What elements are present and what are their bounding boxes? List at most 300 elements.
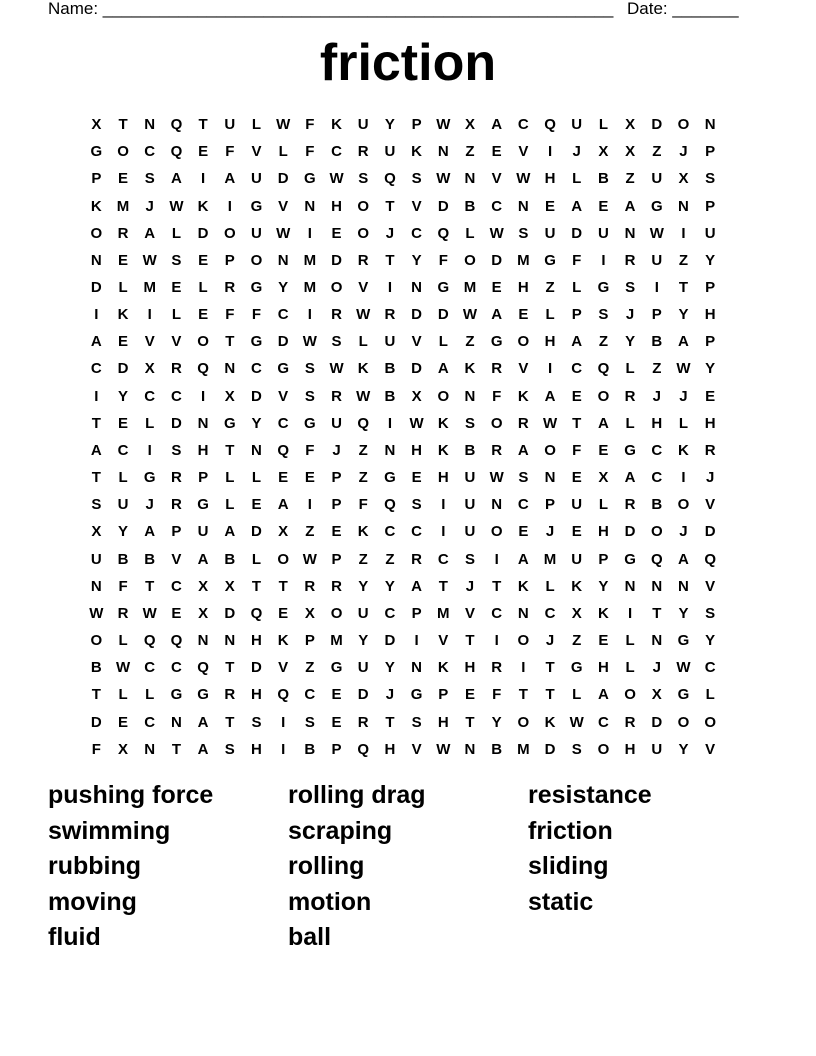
grid-letter: D — [357, 686, 369, 704]
grid-letter: I — [521, 659, 526, 677]
grid-letter: E — [545, 197, 556, 215]
grid-letter: T — [145, 577, 155, 595]
grid-letter: L — [251, 469, 262, 487]
grid-letter: K — [678, 441, 689, 459]
grid-letter: C — [277, 414, 289, 432]
grid-letter: C — [517, 116, 529, 134]
grid-letter: T — [518, 686, 528, 704]
grid-letter: O — [330, 279, 343, 297]
grid-letter: R — [170, 469, 182, 487]
grid-letter: X — [278, 523, 289, 541]
grid-letter: W — [142, 604, 157, 622]
grid-row — [83, 736, 733, 763]
grid-letter: O — [90, 632, 103, 650]
grid-letter: G — [624, 550, 636, 568]
grid-letter: W — [489, 224, 504, 242]
grid-letter: S — [518, 224, 529, 242]
grid-letter: B — [384, 360, 396, 378]
grid-letter: W — [676, 659, 691, 677]
grid-letter: T — [385, 197, 395, 215]
grid-letter: A — [624, 469, 636, 487]
grid-letter: H — [704, 306, 716, 324]
grid-letter: H — [411, 441, 423, 459]
word-column — [528, 778, 768, 920]
grid-letter: J — [652, 659, 661, 677]
grid-letter: U — [464, 523, 476, 541]
grid-letter: L — [545, 306, 555, 324]
grid-letter: A — [170, 170, 182, 188]
grid-letter: Z — [385, 550, 395, 568]
word-column — [48, 778, 288, 956]
grid-letter: I — [387, 279, 392, 297]
grid-letter: X — [625, 143, 636, 161]
grid-letter: T — [91, 414, 101, 432]
grid-letter: U — [197, 523, 209, 541]
grid-letter: F — [305, 441, 315, 459]
grid-letter: H — [197, 441, 209, 459]
grid-letter: R — [357, 143, 369, 161]
grid-row — [83, 573, 733, 600]
grid-letter: O — [277, 550, 289, 568]
grid-letter: S — [304, 387, 315, 405]
grid-letter: N — [517, 197, 529, 215]
grid-letter: B — [90, 659, 102, 677]
grid-letter: M — [303, 251, 317, 269]
grid-letter: M — [143, 279, 156, 297]
grid-letter: D — [251, 523, 262, 541]
grid-letter: E — [598, 632, 609, 650]
grid-letter: T — [225, 659, 235, 677]
grid-letter: M — [463, 279, 477, 297]
grid-letter: R — [704, 441, 716, 459]
grid-letter: W — [169, 197, 184, 215]
grid-letter: H — [437, 713, 449, 731]
grid-letter: I — [547, 360, 553, 378]
word-list-item: pushing force — [48, 781, 214, 809]
grid-letter: J — [145, 197, 154, 215]
grid-letter: E — [171, 279, 182, 297]
grid-letter: Q — [197, 360, 209, 378]
grid-letter: T — [545, 659, 555, 677]
grid-letter: G — [170, 686, 183, 704]
grid-letter: M — [517, 251, 530, 269]
grid-letter: D — [224, 604, 236, 622]
word-list-item: resistance — [528, 781, 652, 809]
grid-letter: P — [598, 550, 609, 568]
grid-letter: N — [224, 632, 236, 650]
grid-letter: L — [358, 333, 368, 351]
grid-letter: U — [357, 116, 369, 134]
grid-letter: R — [624, 496, 636, 514]
grid-letter: M — [116, 197, 130, 215]
grid-letter: S — [331, 333, 342, 351]
grid-letter: S — [464, 414, 475, 432]
grid-letter: J — [572, 143, 581, 161]
grid-letter: E — [118, 170, 129, 188]
grid-letter: T — [251, 577, 262, 595]
word-list-item: scraping — [288, 816, 393, 845]
grid-letter: B — [491, 740, 503, 758]
grid-letter: O — [650, 523, 663, 541]
grid-letter: Z — [305, 659, 315, 677]
grid-letter: W — [436, 740, 451, 758]
grid-letter: J — [332, 441, 341, 459]
grid-letter: L — [145, 414, 155, 432]
grid-letter: L — [278, 143, 288, 161]
grid-letter: J — [545, 632, 555, 650]
grid-letter: A — [517, 550, 529, 568]
grid-letter: G — [624, 441, 636, 459]
grid-letter: C — [571, 360, 583, 378]
grid-letter: E — [331, 224, 342, 242]
grid-letter: N — [651, 577, 663, 595]
grid-row — [83, 654, 733, 681]
grid-letter: S — [411, 713, 422, 731]
grid-letter: Y — [118, 523, 129, 541]
grid-letter: T — [385, 713, 395, 731]
word-list-item: rolling drag — [288, 781, 426, 809]
grid-letter: Q — [437, 224, 450, 242]
grid-letter: V — [411, 333, 422, 351]
grid-letter: A — [197, 713, 209, 731]
grid-letter: F — [225, 306, 235, 324]
grid-row — [83, 328, 733, 355]
grid-letter: E — [331, 686, 342, 704]
grid-letter: E — [571, 523, 582, 541]
grid-letter: T — [572, 414, 582, 432]
grid-letter: R — [117, 604, 129, 622]
word-list-item: motion — [288, 887, 372, 916]
grid-letter: A — [277, 496, 289, 514]
grid-letter: E — [198, 306, 209, 324]
grid-letter: B — [384, 387, 396, 405]
grid-letter: S — [705, 604, 716, 622]
grid-letter: R — [224, 279, 236, 297]
grid-letter: U — [357, 604, 369, 622]
grid-letter: J — [679, 387, 688, 405]
grid-letter: A — [197, 740, 209, 758]
grid-letter: O — [517, 632, 530, 650]
grid-letter: I — [147, 306, 152, 324]
word-list-item: friction — [528, 816, 613, 845]
grid-letter: A — [678, 333, 689, 351]
grid-letter: K — [437, 659, 449, 677]
grid-letter: K — [357, 523, 369, 541]
grid-letter: D — [117, 360, 129, 378]
grid-letter: Q — [384, 170, 396, 188]
grid-letter: L — [118, 469, 128, 487]
grid-letter: A — [411, 577, 423, 595]
grid-letter: U — [464, 496, 476, 514]
grid-letter: J — [385, 224, 395, 242]
grid-letter: X — [91, 116, 102, 134]
grid-letter: L — [625, 632, 635, 650]
grid-letter: C — [304, 686, 316, 704]
grid-letter: G — [570, 659, 583, 677]
grid-letter: P — [198, 469, 209, 487]
grid-letter: E — [571, 387, 582, 405]
grid-letter: T — [465, 632, 475, 650]
grid-letter: F — [225, 143, 235, 161]
grid-letter: U — [384, 143, 396, 161]
grid-letter: X — [91, 523, 102, 541]
grid-letter: U — [224, 116, 236, 134]
grid-letter: A — [624, 197, 636, 215]
grid-row — [83, 301, 733, 328]
grid-letter: N — [411, 659, 423, 677]
grid-letter: F — [438, 251, 448, 269]
grid-letter: Z — [598, 333, 608, 351]
grid-letter: E — [331, 713, 342, 731]
grid-letter: S — [411, 170, 422, 188]
grid-letter: H — [251, 632, 262, 650]
grid-letter: I — [494, 550, 499, 568]
grid-letter: F — [358, 496, 368, 514]
grid-letter: O — [197, 333, 209, 351]
grid-letter: E — [571, 469, 582, 487]
grid-letter: Y — [625, 333, 636, 351]
grid-letter: H — [624, 740, 636, 758]
grid-letter: U — [251, 224, 262, 242]
grid-letter: P — [545, 496, 556, 514]
grid-letter: B — [117, 550, 129, 568]
grid-letter: T — [465, 713, 475, 731]
grid-letter: K — [517, 577, 529, 595]
grid-letter: I — [94, 306, 99, 324]
grid-letter: Q — [170, 632, 183, 650]
grid-letter: D — [251, 659, 262, 677]
grid-letter: T — [225, 441, 235, 459]
grid-letter: N — [384, 441, 396, 459]
grid-letter: X — [411, 387, 422, 405]
grid-letter: Z — [465, 143, 475, 161]
grid-letter: P — [571, 306, 582, 324]
grid-letter: K — [437, 414, 449, 432]
grid-letter: I — [281, 740, 286, 758]
grid-letter: E — [118, 713, 129, 731]
grid-letter: G — [650, 197, 663, 215]
grid-letter: O — [357, 224, 370, 242]
grid-letter: R — [331, 577, 342, 595]
grid-letter: Z — [465, 333, 475, 351]
grid-letter: P — [224, 251, 235, 269]
grid-letter: X — [625, 116, 636, 134]
grid-letter: G — [410, 686, 423, 704]
grid-letter: X — [144, 360, 155, 378]
grid-letter: P — [331, 469, 342, 487]
grid-letter: C — [597, 713, 609, 731]
grid-letter: V — [144, 333, 155, 351]
grid-letter: P — [331, 496, 342, 514]
grid-letter: D — [90, 713, 102, 731]
grid-letter: T — [91, 686, 101, 704]
grid-letter: F — [305, 143, 315, 161]
grid-letter: Z — [678, 251, 689, 269]
grid-letter: Q — [597, 360, 610, 378]
grid-letter: F — [305, 116, 315, 134]
grid-letter: I — [201, 387, 206, 405]
grid-letter: K — [197, 197, 209, 215]
grid-letter: I — [628, 604, 633, 622]
grid-letter: P — [705, 143, 716, 161]
grid-letter: H — [597, 523, 609, 541]
grid-letter: T — [385, 251, 395, 269]
grid-letter: D — [411, 360, 423, 378]
grid-letter: J — [705, 469, 715, 487]
grid-letter: K — [331, 116, 342, 134]
grid-letter: K — [357, 360, 369, 378]
grid-letter: P — [705, 197, 716, 215]
grid-letter: K — [411, 143, 423, 161]
grid-letter: L — [625, 659, 635, 677]
grid-letter: G — [197, 496, 209, 514]
grid-letter: K — [277, 632, 289, 650]
grid-letter: J — [679, 523, 688, 541]
grid-letter: J — [145, 496, 154, 514]
grid-letter: C — [90, 360, 102, 378]
grid-letter: D — [197, 224, 209, 242]
grid-letter: G — [277, 360, 289, 378]
grid-letter: E — [278, 604, 289, 622]
grid-letter: X — [304, 604, 315, 622]
grid-letter: L — [625, 414, 635, 432]
grid-letter: N — [517, 604, 529, 622]
grid-letter: R — [170, 360, 182, 378]
grid-letter: O — [624, 686, 636, 704]
grid-letter: T — [118, 116, 128, 134]
grid-letter: Y — [598, 577, 609, 595]
grid-letter: I — [441, 523, 446, 541]
grid-letter: C — [437, 550, 449, 568]
grid-letter: A — [571, 333, 583, 351]
grid-letter: S — [518, 469, 529, 487]
grid-letter: W — [569, 713, 584, 731]
grid-letter: G — [384, 469, 396, 487]
grid-letter: A — [544, 387, 556, 405]
grid-letter: R — [304, 577, 316, 595]
grid-letter: R — [224, 686, 236, 704]
grid-letter: V — [705, 496, 716, 514]
grid-letter: M — [517, 740, 530, 758]
grid-letter: E — [518, 306, 529, 324]
grid-letter: L — [545, 577, 555, 595]
grid-letter: I — [94, 387, 99, 405]
grid-letter: R — [331, 387, 342, 405]
grid-letter: D — [277, 333, 289, 351]
grid-letter: G — [677, 632, 690, 650]
grid-letter: O — [330, 604, 343, 622]
grid-letter: Y — [358, 577, 369, 595]
grid-letter: R — [491, 659, 503, 677]
grid-letter: W — [516, 170, 531, 188]
grid-letter: G — [90, 143, 103, 161]
grid-letter: L — [118, 632, 128, 650]
grid-letter: Y — [491, 713, 502, 731]
grid-letter: E — [278, 469, 289, 487]
grid-letter: Q — [650, 550, 663, 568]
grid-letter: O — [490, 414, 503, 432]
grid-letter: I — [387, 414, 392, 432]
grid-letter: F — [91, 740, 101, 758]
grid-letter: I — [547, 143, 553, 161]
grid-letter: U — [544, 224, 556, 242]
grid-letter: V — [411, 197, 422, 215]
grid-letter: E — [171, 604, 182, 622]
grid-letter: A — [597, 414, 609, 432]
grid-letter: S — [625, 279, 636, 297]
grid-letter: I — [147, 441, 152, 459]
grid-row — [83, 491, 733, 518]
grid-letter: A — [224, 523, 236, 541]
grid-letter: Z — [652, 360, 662, 378]
grid-letter: U — [571, 550, 583, 568]
grid-letter: R — [624, 251, 636, 269]
grid-letter: V — [438, 632, 449, 650]
grid-letter: S — [171, 251, 182, 269]
grid-letter: X — [571, 604, 582, 622]
grid-letter: C — [544, 604, 556, 622]
grid-letter: E — [464, 686, 475, 704]
grid-letter: A — [678, 550, 689, 568]
grid-letter: N — [144, 116, 156, 134]
grid-letter: N — [624, 577, 636, 595]
grid-letter: J — [625, 306, 635, 324]
grid-letter: E — [251, 496, 262, 514]
grid-letter: W — [436, 170, 451, 188]
grid-row — [83, 518, 733, 545]
grid-row — [83, 192, 733, 219]
grid-letter: X — [198, 604, 209, 622]
grid-letter: U — [571, 116, 583, 134]
grid-letter: S — [91, 496, 102, 514]
grid-letter: H — [464, 659, 476, 677]
grid-letter: P — [331, 550, 342, 568]
grid-letter: Y — [678, 740, 689, 758]
grid-letter: G — [223, 414, 236, 432]
grid-letter: D — [437, 197, 449, 215]
grid-letter: N — [678, 197, 689, 215]
grid-letter: Q — [197, 659, 209, 677]
grid-letter: N — [197, 632, 209, 650]
grid-letter: V — [171, 333, 182, 351]
grid-letter: X — [598, 469, 609, 487]
grid-letter: D — [624, 523, 636, 541]
grid-letter: F — [492, 387, 502, 405]
grid-letter: Y — [251, 414, 262, 432]
grid-letter: Z — [358, 469, 368, 487]
grid-letter: I — [227, 197, 232, 215]
grid-letter: S — [304, 360, 315, 378]
grid-letter: U — [357, 659, 369, 677]
grid-letter: E — [598, 441, 609, 459]
grid-letter: P — [705, 279, 716, 297]
grid-letter: S — [411, 496, 422, 514]
grid-letter: K — [117, 306, 129, 324]
grid-letter: I — [307, 224, 312, 242]
grid-letter: S — [224, 740, 235, 758]
grid-row — [83, 247, 733, 274]
grid-letter: U — [651, 251, 663, 269]
grid-letter: H — [597, 659, 609, 677]
grid-row — [83, 165, 733, 192]
grid-letter: H — [331, 197, 342, 215]
grid-letter: Z — [572, 632, 582, 650]
grid-row — [83, 111, 733, 138]
grid-letter: W — [676, 360, 691, 378]
grid-letter: Y — [411, 251, 422, 269]
grid-letter: L — [171, 306, 181, 324]
grid-letter: E — [198, 251, 209, 269]
